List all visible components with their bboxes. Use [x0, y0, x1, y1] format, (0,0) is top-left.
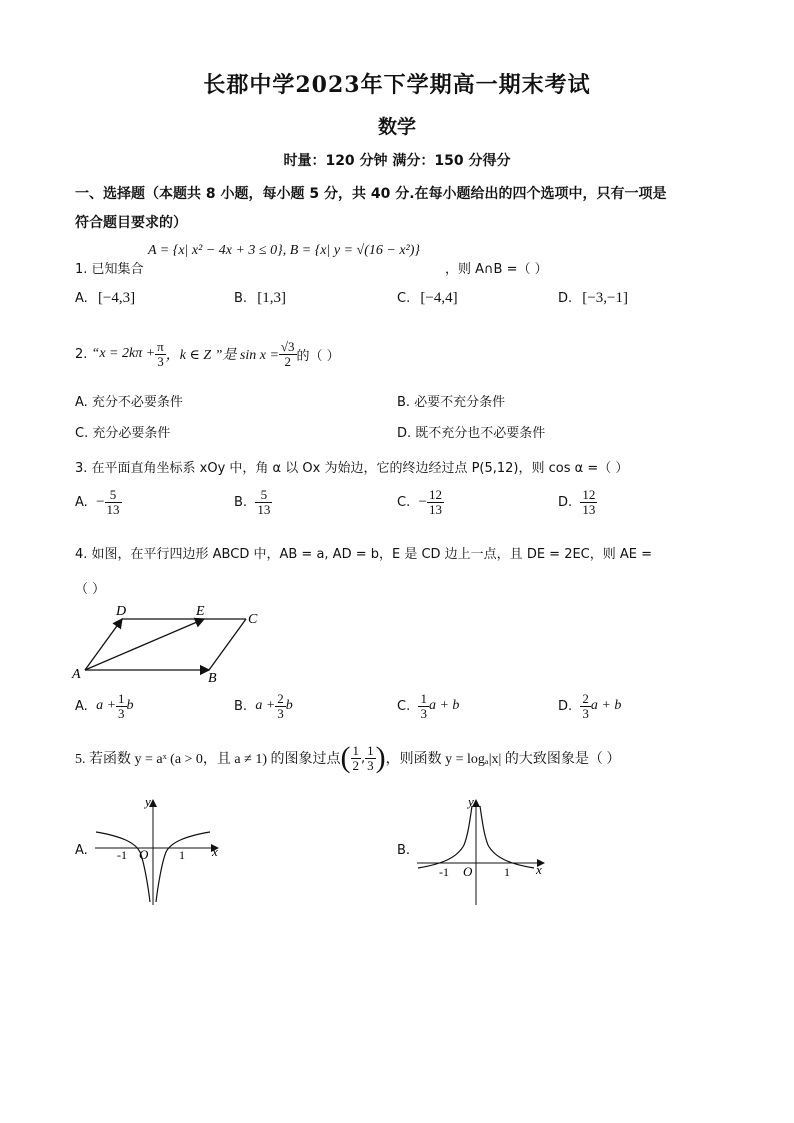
q2-sqrt-fraction: $\frac{√3}{2}$ — [280, 338, 295, 369]
q1-sets: A = {x| x² − 4x + 3 ≤ 0}, B = {x| y = √(16 − x²)} — [148, 243, 420, 258]
question-3: 3. 在平面直角坐标系 xOy 中，角 α 以 Ox 为始边，它的终边经过点 P(5,12)，则 cos α =（ ） — [75, 461, 629, 476]
q4-paren: （ ） — [75, 582, 106, 597]
q1-suffix: ，则 A∩B =（ ） — [445, 262, 548, 277]
q4-option-b[interactable]: B. a + $\frac{2}{3}$ b — [234, 691, 293, 721]
svg-text:y: y — [145, 794, 151, 809]
section-heading-line2: 符合题目要求的） — [75, 215, 187, 231]
q1-option-d[interactable]: D. [−3,−1] — [558, 290, 628, 306]
svg-text:-1: -1 — [439, 865, 449, 879]
question-5: 5. 若函数 y = aˣ (a > 0，且 a ≠ 1) 的图象过点 ( $\frac{1}{2}$ , $\frac{1}{3}$ ) ，则函数 y = logₐ|x| 的大致图象是（ ） — [75, 741, 621, 774]
q1-option-b[interactable]: B. [1,3] — [234, 290, 286, 306]
section-heading: 一、选择题（本题共 8 小题，每小题 5 分，共 40 分.在每小题给出的四个选项中，只有一项是 — [75, 186, 667, 202]
exam-title: 长郡中学2023年下学期高一期末考试 — [203, 72, 591, 98]
question-1 — [75, 258, 144, 277]
q5-option-a[interactable]: A. — [75, 843, 88, 858]
q5-graph-b — [412, 790, 552, 910]
svg-text:x: x — [212, 844, 218, 859]
label-b: B — [208, 671, 217, 686]
svg-text:O: O — [463, 864, 473, 879]
q1-prefix: 已知集合 — [91, 262, 144, 277]
label-a: A — [72, 667, 81, 682]
side-cb — [209, 619, 246, 670]
question-4: 4. 如图，在平行四边形 ABCD 中，AB = a, AD = b，E 是 CD 边上一点，且 DE = 2EC，则 AE = — [75, 547, 653, 562]
q3-option-b[interactable]: B. $\frac{5}{13}$ — [234, 487, 271, 517]
svg-text:y: y — [468, 794, 474, 809]
exam-meta: 时量：120 分钟 满分：150 分得分 — [283, 153, 511, 169]
q5-graph-a — [90, 790, 230, 910]
q4-option-d[interactable]: D. $\frac{2}{3}$ a + b — [558, 691, 622, 721]
label-d: D — [116, 604, 127, 619]
curve-left — [96, 832, 150, 902]
q2-pi-fraction: $\frac{\pi}{3}$ — [157, 338, 164, 369]
q2-option-b[interactable]: B. 必要不充分条件 — [397, 395, 506, 410]
curve-left — [418, 806, 472, 868]
subject-title: 数学 — [377, 116, 416, 138]
svg-text:x: x — [536, 862, 542, 877]
svg-text:-1: -1 — [117, 848, 127, 862]
q4-option-a[interactable]: A. a + $\frac{1}{3}$ b — [75, 691, 134, 721]
q1-num: 1. — [75, 262, 88, 277]
q4-option-c[interactable]: C. $\frac{1}{3}$ a + b — [397, 691, 460, 721]
q2-option-c[interactable]: C. 充分必要条件 — [75, 426, 171, 441]
svg-text:1: 1 — [179, 848, 185, 862]
svg-text:1: 1 — [504, 865, 510, 879]
q3-option-a[interactable]: A. − $\frac{5}{13}$ — [75, 487, 120, 517]
question-2: 2. “x = 2kπ + $\frac{\pi}{3}$ ，k ∈ Z ”是 sin x = $\frac{√3}{2}$ 的（ ） — [75, 338, 340, 369]
curve-right — [480, 806, 534, 868]
q5-option-b[interactable]: B. — [397, 843, 411, 858]
label-c: C — [248, 612, 258, 627]
curve-right — [156, 832, 210, 902]
parallelogram-figure — [70, 600, 270, 690]
svg-text:O: O — [139, 847, 149, 862]
q3-option-c[interactable]: C. − $\frac{12}{13}$ — [397, 487, 442, 517]
label-e: E — [196, 604, 205, 619]
q1-option-c[interactable]: C. [−4,4] — [397, 290, 458, 306]
q3-option-d[interactable]: D. $\frac{12}{13}$ — [558, 487, 596, 517]
q1-option-a[interactable]: A. [−4,3] — [75, 290, 136, 306]
q2-option-d[interactable]: D. 既不充分也不必要条件 — [397, 426, 546, 441]
q2-option-a[interactable]: A. 充分不必要条件 — [75, 395, 183, 410]
